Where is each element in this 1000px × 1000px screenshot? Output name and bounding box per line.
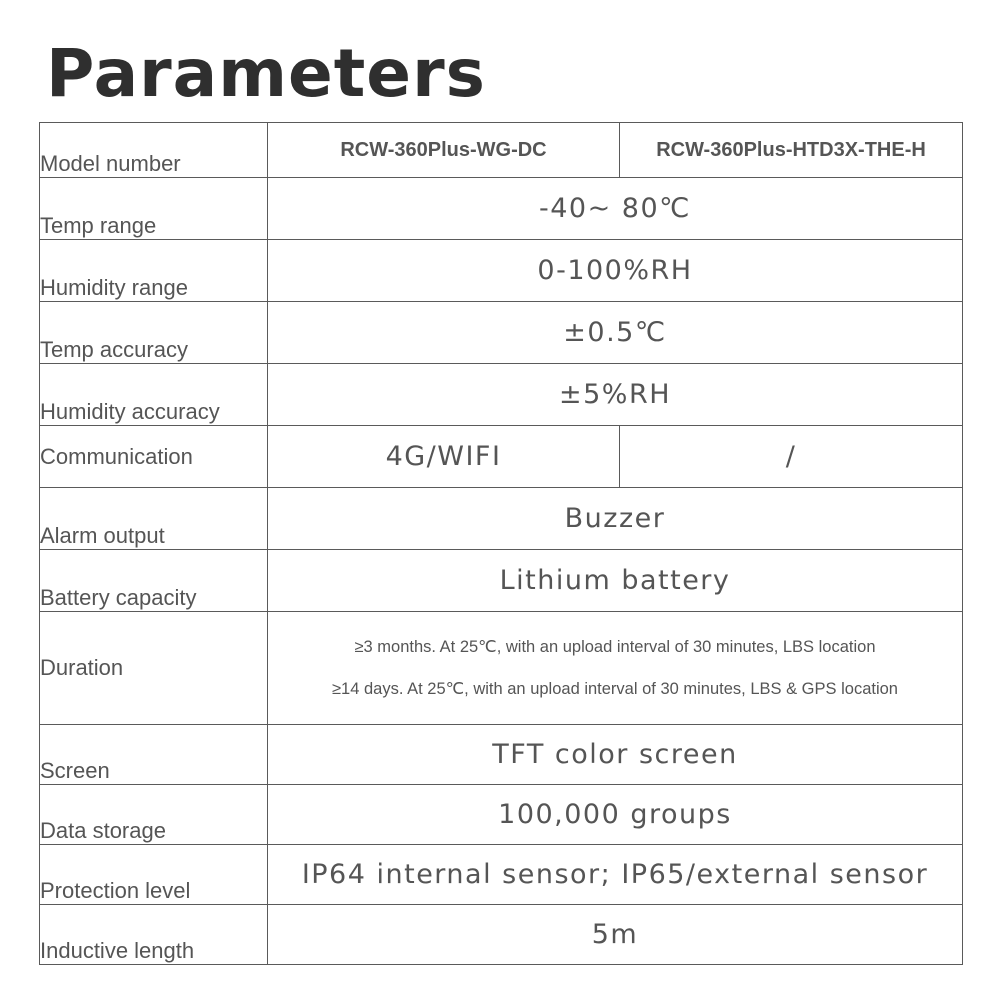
- label-temp-accuracy: Temp accuracy: [40, 302, 268, 364]
- value-communication-1: 4G/WIFI: [268, 426, 620, 488]
- label-temp-range: Temp range: [40, 178, 268, 240]
- value-screen: TFT color screen: [268, 725, 963, 785]
- row-alarm-output: [40, 488, 963, 550]
- value-alarm-output: Buzzer: [268, 488, 963, 550]
- label-data-storage: Data storage: [40, 785, 268, 845]
- duration-line-1: ≥3 months. At 25℃, with an upload interval of 30 minutes, LBS location: [354, 638, 876, 656]
- row-duration: [40, 612, 963, 725]
- row-temp-range: [40, 178, 963, 240]
- row-humidity-accuracy: [40, 364, 963, 426]
- value-duration: [268, 612, 963, 725]
- label-communication: Communication: [40, 426, 268, 488]
- value-data-storage: 100,000 groups: [268, 785, 963, 845]
- parameters-table: [39, 122, 963, 965]
- row-inductive-length: [40, 905, 963, 965]
- value-protection-level: IP64 internal sensor; IP65/external sensor: [268, 845, 963, 905]
- label-duration: Duration: [40, 612, 268, 725]
- label-screen: Screen: [40, 725, 268, 785]
- row-temp-accuracy: [40, 302, 963, 364]
- label-battery-capacity: Battery capacity: [40, 550, 268, 612]
- label-alarm-output: Alarm output: [40, 488, 268, 550]
- row-humidity-range: [40, 240, 963, 302]
- value-communication-2: /: [620, 426, 963, 488]
- model-value-2: RCW-360Plus-HTD3X-THE-H: [620, 123, 963, 178]
- value-temp-accuracy: ±0.5℃: [268, 302, 963, 364]
- row-screen: [40, 725, 963, 785]
- label-inductive-length: Inductive length: [40, 905, 268, 965]
- row-communication: [40, 426, 963, 488]
- row-battery-capacity: [40, 550, 963, 612]
- label-humidity-accuracy: Humidity accuracy: [40, 364, 268, 426]
- label-humidity-range: Humidity range: [40, 240, 268, 302]
- row-data-storage: [40, 785, 963, 845]
- duration-line-2: ≥14 days. At 25℃, with an upload interval of 30 minutes, LBS & GPS location: [332, 680, 898, 698]
- page-title: Parameters: [46, 35, 486, 112]
- value-temp-range: -40~ 80℃: [268, 178, 963, 240]
- value-humidity-range: 0-100%RH: [268, 240, 963, 302]
- row-model-number: [40, 123, 963, 178]
- label-model-number: Model number: [40, 123, 268, 178]
- label-protection-level: Protection level: [40, 845, 268, 905]
- value-humidity-accuracy: ±5%RH: [268, 364, 963, 426]
- row-protection-level: [40, 845, 963, 905]
- value-battery-capacity: Lithium battery: [268, 550, 963, 612]
- value-inductive-length: 5m: [268, 905, 963, 965]
- model-value-1: RCW-360Plus-WG-DC: [268, 123, 620, 178]
